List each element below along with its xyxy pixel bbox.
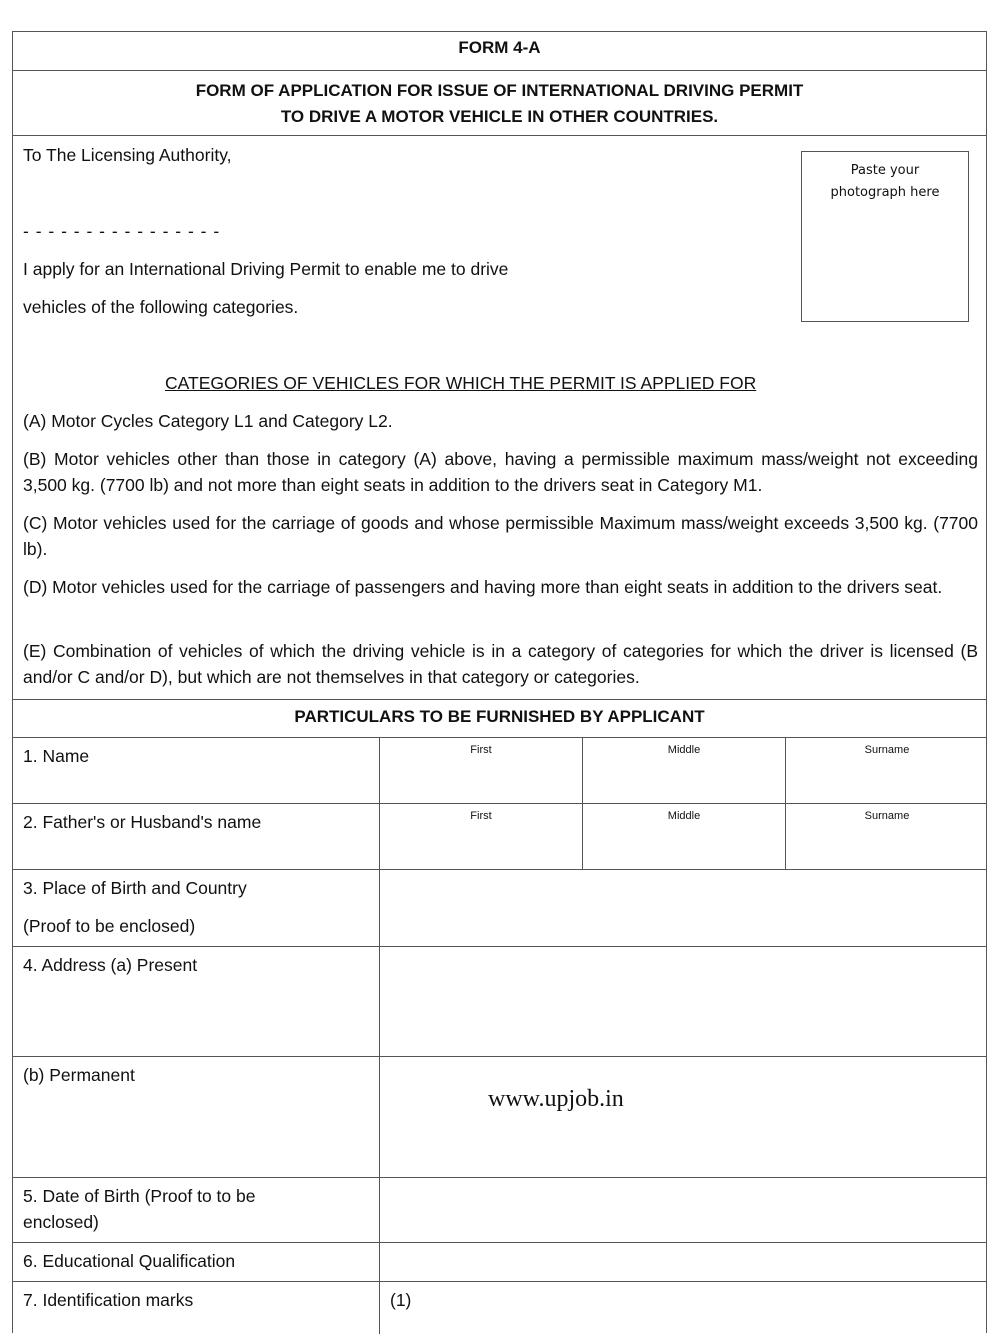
table-column-divider [379, 737, 380, 1334]
particulars-heading: PARTICULARS TO BE FURNISHED BY APPLICANT [294, 707, 705, 726]
form-title-line2: TO DRIVE A MOTOR VEHICLE IN OTHER COUNTRIES. [280, 107, 719, 126]
category-b: (B) Motor vehicles other than those in category (A) above, having a permissible maximum mass/weight not exceeding 3,500 kg. (7700 lb) and not more than eight seats in addition to the drivers seat in Category M1. [23, 449, 978, 495]
father-middle-caption: Middle [667, 810, 701, 822]
father-name-label: 2. Father's or Husband's name [23, 812, 262, 832]
category-c: (C) Motor vehicles used for the carriage of goods and whose permissible Maximum mass/weight exceeds 3,500 kg. (7700 lb). [23, 513, 978, 559]
identification-label: 7. Identification marks [23, 1290, 194, 1310]
form-frame [12, 31, 987, 1333]
divider [13, 869, 986, 870]
name-surname-caption: Surname [864, 744, 910, 756]
form-number: FORM 4-A [458, 38, 541, 57]
name-middle-caption: Middle [667, 744, 701, 756]
divider [13, 1281, 986, 1282]
birth-place-label: 3. Place of Birth and Country [23, 878, 247, 898]
divider [13, 70, 986, 71]
divider [13, 1242, 986, 1243]
address-permanent-label: (b) Permanent [23, 1065, 135, 1085]
apply-text-line1: I apply for an International Driving Permit to enable me to drive [23, 259, 509, 279]
apply-text-line2: vehicles of the following categories. [23, 297, 299, 317]
father-first-caption: First [470, 810, 492, 822]
categories-heading: CATEGORIES OF VEHICLES FOR WHICH THE PERMIT IS APPLIED FOR [165, 373, 757, 393]
photo-placeholder[interactable] [801, 151, 969, 322]
name-label: 1. Name [23, 746, 90, 766]
dob-label-line2: enclosed) [23, 1212, 99, 1232]
photo-label-line2: photograph here [830, 185, 940, 200]
form-title-line1: FORM OF APPLICATION FOR ISSUE OF INTERNATIONAL DRIVING PERMIT [195, 81, 804, 100]
watermark-text: www.upjob.in [488, 1086, 624, 1112]
divider [13, 946, 986, 947]
dob-label-line1: 5. Date of Birth (Proof to to be [23, 1186, 256, 1206]
divider [13, 1056, 986, 1057]
category-d: (D) Motor vehicles used for the carriage of passengers and having more than eight seats in addition to the drivers seat. [23, 577, 943, 597]
addressee: To The Licensing Authority, [23, 145, 232, 165]
divider [13, 699, 986, 700]
category-a: (A) Motor Cycles Category L1 and Category L2. [23, 411, 393, 431]
identification-mark-1: (1) [390, 1290, 412, 1310]
divider [13, 135, 986, 136]
divider [13, 737, 986, 738]
photo-label-line1: Paste your [850, 163, 920, 178]
form-title [13, 78, 986, 130]
education-label: 6. Educational Qualification [23, 1251, 236, 1271]
divider [13, 803, 986, 804]
address-present-label: 4. Address (a) Present [23, 955, 198, 975]
father-surname-caption: Surname [864, 810, 910, 822]
category-e: (E) Combination of vehicles of which the driving vehicle is in a category of categories for which the driver is licensed (B and/or C and/or D), but which are not themselves in that category or categories. [23, 641, 978, 687]
name-first-caption: First [470, 744, 492, 756]
divider [13, 1177, 986, 1178]
addressee-dashes: - - - - - - - - - - - - - - - - [23, 221, 221, 241]
birth-place-note: (Proof to be enclosed) [23, 916, 196, 936]
